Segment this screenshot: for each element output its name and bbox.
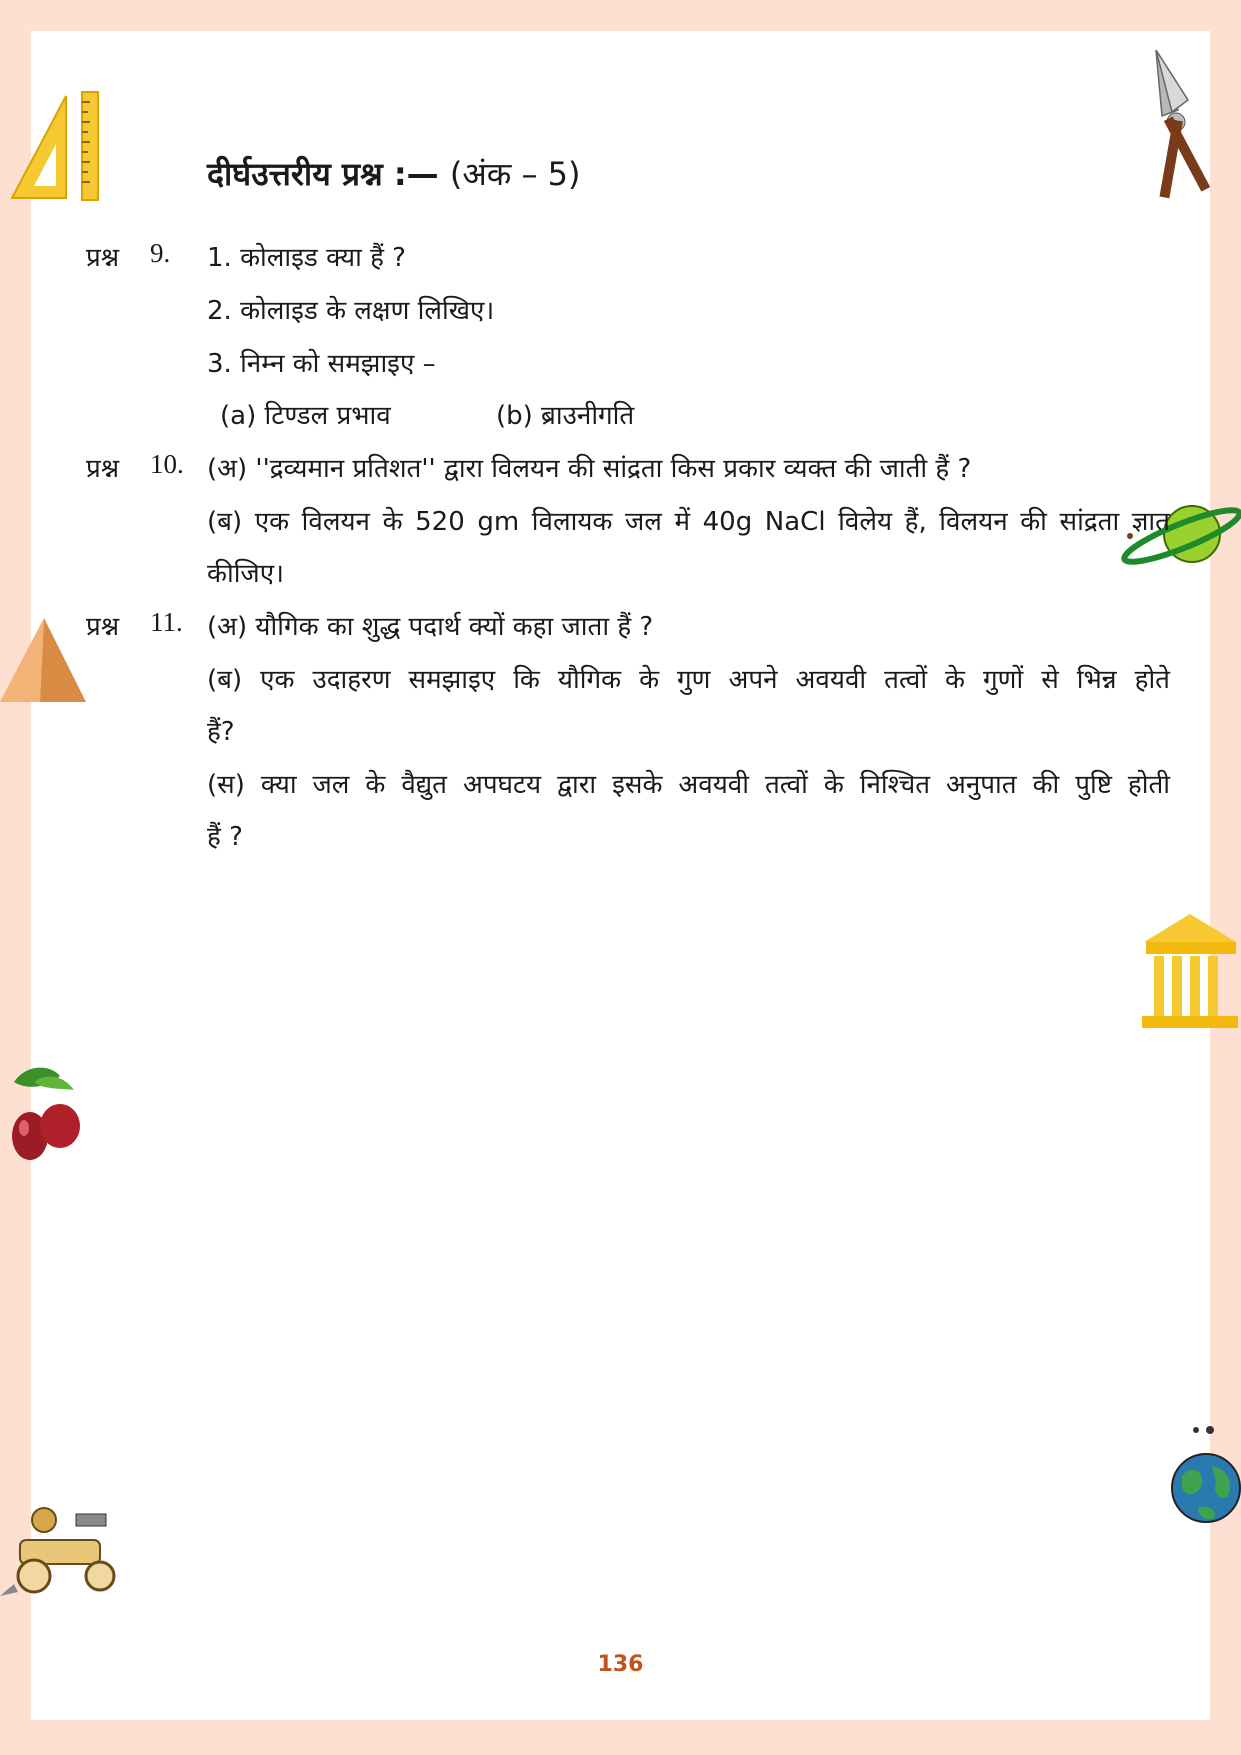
question-label: प्रश्न	[86, 243, 120, 273]
question-line: 2. कोलाइड के लक्षण लिखिए।	[207, 296, 495, 326]
question-number: 9.	[150, 238, 171, 268]
option-a: (a) टिण्डल प्रभाव	[220, 401, 391, 431]
question-part: (ब) एक विलयन के 520 gm विलायक जल में 40g NaCl विलेय हैं, विलयन की सांद्रता ज्ञात	[207, 507, 1170, 537]
ruler-set-square-icon	[4, 88, 104, 203]
heading-marks: (अंक – 5)	[449, 155, 581, 193]
question-part: कीजिए।	[207, 559, 284, 589]
question-label: प्रश्न	[86, 612, 120, 642]
question-line: 3. निम्न को समझाइए –	[207, 349, 436, 379]
globe-icon	[1168, 1426, 1241, 1528]
page-number: 136	[597, 1652, 644, 1677]
heading-text: दीर्घउत्तरीय प्रश्न :—	[207, 155, 439, 193]
question-line: 1. कोलाइड क्या हैं ?	[207, 243, 406, 273]
section-heading	[207, 152, 581, 195]
page-sheet	[31, 31, 1210, 1720]
question-number: 10.	[150, 449, 184, 479]
question-part: (ब) एक उदाहरण समझाइए कि यौगिक के गुण अपने अवयवी तत्वों के गुणों से भिन्न होते	[207, 665, 1170, 695]
cannon-cart-icon	[0, 1500, 128, 1598]
option-b: (b) ब्राउनीगति	[496, 401, 635, 431]
temple-pillars-icon	[1140, 912, 1241, 1032]
question-part: हैं?	[207, 717, 235, 747]
question-part: (अ) ''द्रव्यमान प्रतिशत'' द्वारा विलयन की सांद्रता किस प्रकार व्यक्त की जाती हैं ?	[207, 454, 972, 484]
question-label: प्रश्न	[86, 454, 120, 484]
question-number: 11.	[150, 607, 183, 637]
question-part: (अ) यौगिक का शुद्ध पदार्थ क्यों कहा जाता हैं ?	[207, 612, 654, 642]
cherries-icon	[4, 1060, 86, 1165]
pyramid-icon	[0, 616, 88, 706]
question-part: (स) क्या जल के वैद्युत अपघटय द्वारा इसके अवयवी तत्वों के निश्चित अनुपात की पुष्टि होती	[207, 770, 1170, 800]
question-part: हैं ?	[207, 822, 243, 852]
pliers-icon	[1148, 50, 1240, 200]
